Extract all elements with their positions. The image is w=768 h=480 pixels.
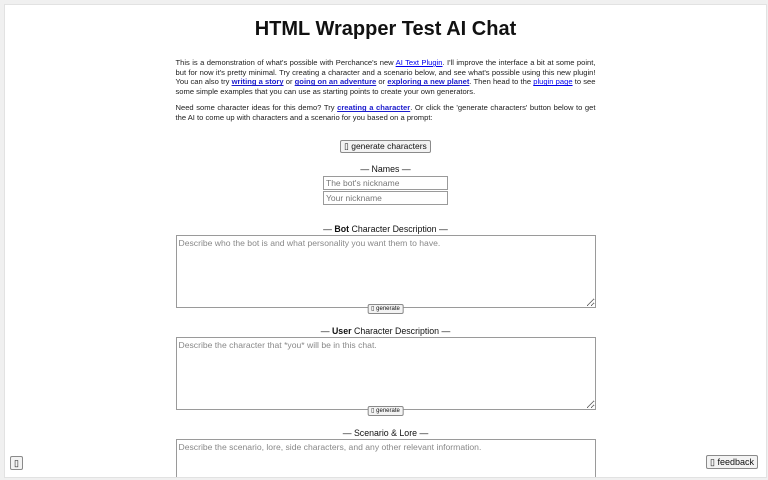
page-frame <box>4 4 767 478</box>
user-description-label <box>176 326 596 337</box>
feedback-button[interactable]: ▯ feedback <box>706 455 758 469</box>
label-dash: — <box>320 325 332 336</box>
label-bold: Bot <box>334 223 350 234</box>
bot-description-textarea[interactable] <box>176 235 596 308</box>
writing-story-link[interactable]: writing a story <box>231 77 284 87</box>
intro-text: Need some character ideas for this demo? Try <box>175 103 338 113</box>
intro-text: This is a demonstration of what's possible with Perchance's new <box>175 58 396 67</box>
scenario-wrapper <box>176 439 596 478</box>
menu-icon-button[interactable]: ▯ <box>10 456 23 470</box>
label-rest: Character Description — <box>349 223 448 234</box>
planet-link[interactable]: exploring a new planet <box>387 77 470 87</box>
generate-characters-row <box>176 130 596 154</box>
user-description-wrapper <box>176 337 596 414</box>
bot-description-label <box>176 224 596 235</box>
intro-text: or <box>376 77 388 87</box>
intro-paragraph <box>176 58 596 96</box>
page-title: HTML Wrapper Test AI Chat <box>254 18 517 40</box>
main-content <box>176 5 596 478</box>
intro-text: . I'll improve the interface a bit at some point, but for now it's pretty minimal. Try creating a character and a scenario below, and see what's possible using this new plugin! You can also try <box>175 58 596 87</box>
ai-text-plugin-link[interactable]: AI Text Plugin <box>395 58 443 67</box>
plugin-page-link[interactable]: plugin page <box>533 77 573 87</box>
bot-description-wrapper <box>176 235 596 312</box>
label-bold: User <box>331 325 352 336</box>
creating-character-link[interactable]: creating a character <box>337 103 411 113</box>
adventure-link[interactable]: going on an adventure <box>294 77 377 87</box>
scenario-textarea[interactable] <box>176 439 596 478</box>
generate-characters-button[interactable]: ▯ generate characters <box>340 140 431 153</box>
bot-generate-button[interactable]: ▯ generate <box>367 304 404 314</box>
label-dash: — <box>323 223 335 234</box>
label-rest: Character Description — <box>351 325 451 336</box>
scenario-label: — Scenario & Lore — <box>342 427 429 438</box>
user-nickname-input[interactable] <box>323 191 448 205</box>
names-label: — Names — <box>360 163 411 174</box>
bot-nickname-input[interactable] <box>323 176 448 190</box>
intro-text: . Then head to the <box>469 77 534 87</box>
user-generate-button[interactable]: ▯ generate <box>367 406 404 416</box>
intro-text: or <box>283 77 295 87</box>
ideas-paragraph <box>176 103 596 122</box>
intro-text: . Or click the 'generate characters' button below to get the AI to come up with characters and a scenario for you based on a prompt: <box>175 103 596 122</box>
intro-text: to see some simple examples that you can use as starting points to create your own generators. <box>175 77 596 96</box>
user-description-textarea[interactable] <box>176 337 596 410</box>
